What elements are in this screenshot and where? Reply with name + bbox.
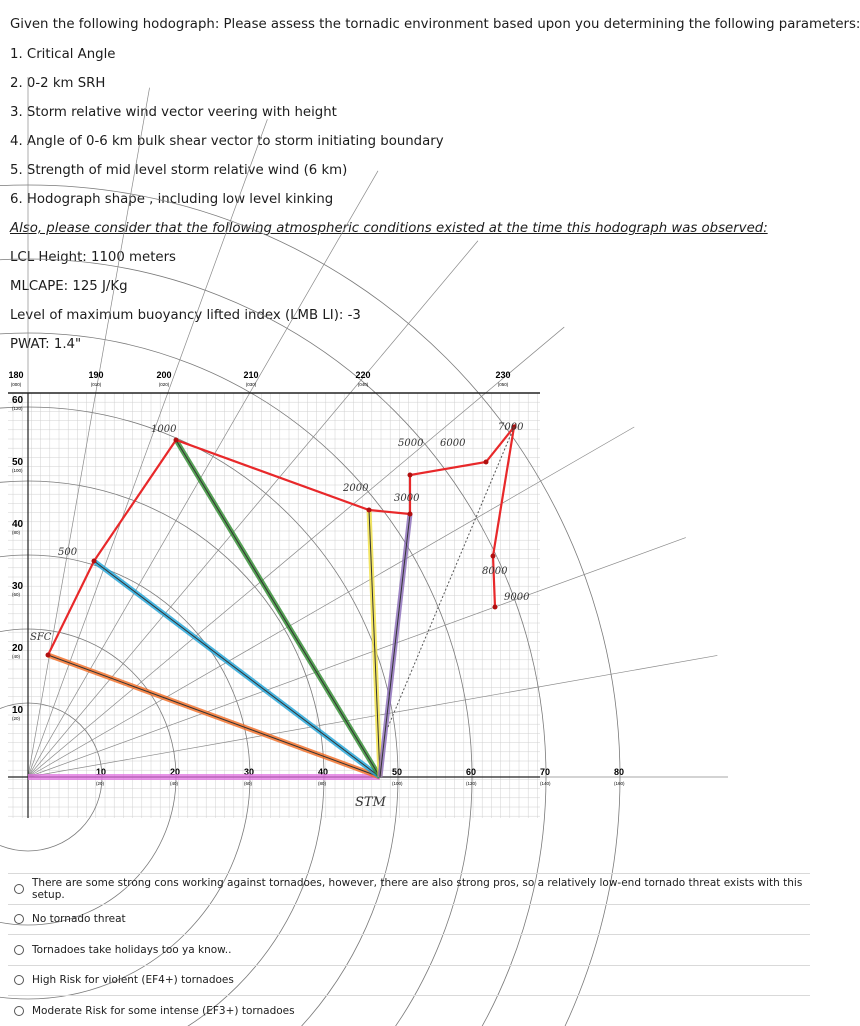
speed-sublabel: (140)	[540, 781, 551, 786]
question-text	[10, 14, 860, 359]
direction-sublabel: (000)	[10, 382, 22, 387]
speed-label: 60	[12, 395, 24, 406]
hodograph-point	[408, 473, 413, 478]
speed-sublabel: (20)	[96, 781, 105, 786]
parameter-3: 3. Storm relative wind vector veering with height	[10, 105, 337, 120]
label-1000m: 1000	[151, 424, 177, 435]
radio-button[interactable]	[14, 914, 24, 924]
speed-label: 40	[12, 519, 24, 530]
hodograph-point	[174, 438, 179, 443]
direction-label: 210	[243, 370, 259, 380]
speed-label: 30	[12, 581, 24, 592]
hodograph-point	[367, 508, 372, 513]
speed-label: 30	[244, 767, 255, 777]
speed-label: 40	[318, 767, 329, 777]
hodograph-point	[46, 653, 51, 658]
hodograph-point	[491, 554, 496, 559]
condition-lcl: LCL Height: 1100 meters	[10, 250, 176, 265]
answer-option-5[interactable]	[8, 995, 810, 1026]
label-8000m: 8000	[482, 566, 508, 577]
label-7000m: 7000	[498, 422, 524, 433]
conditions-note: Also, please consider that the following atmospheric conditions existed at the time this hodograph was observed:	[10, 221, 768, 236]
speed-sublabel: (120)	[466, 781, 477, 786]
direction-label: 180	[8, 370, 24, 380]
speed-sublabel: (120)	[12, 406, 23, 411]
answer-label: Tornadoes take holidays too ya know..	[32, 943, 232, 956]
radio-button[interactable]	[14, 884, 24, 894]
label-storm-motion: STM	[355, 795, 386, 810]
speed-sublabel: (40)	[12, 654, 21, 659]
direction-sublabel: (010)	[90, 382, 102, 387]
direction-label: 190	[88, 370, 104, 380]
direction-sublabel: (020)	[158, 382, 170, 387]
direction-sublabel: (030)	[245, 382, 257, 387]
speed-label: 20	[12, 643, 24, 654]
condition-pwat: PWAT: 1.4"	[10, 337, 82, 352]
speed-label: 60	[466, 767, 477, 777]
hodograph-point	[493, 605, 498, 610]
radio-button[interactable]	[14, 945, 24, 955]
answer-option-1[interactable]	[8, 873, 810, 904]
speed-label: 50	[392, 767, 403, 777]
speed-sublabel: (100)	[12, 468, 23, 473]
parameter-1: 1. Critical Angle	[10, 47, 116, 62]
label-2000m: 2000	[343, 483, 369, 494]
speed-label: 10	[96, 767, 107, 777]
speed-sublabel: (40)	[170, 781, 179, 786]
radio-button[interactable]	[14, 1006, 24, 1016]
radio-button[interactable]	[14, 975, 24, 985]
speed-label: 10	[12, 705, 24, 716]
answer-options	[8, 873, 810, 1026]
speed-label: 20	[170, 767, 181, 777]
speed-sublabel: (80)	[318, 781, 327, 786]
speed-label: 70	[540, 767, 551, 777]
parameter-4: 4. Angle of 0-6 km bulk shear vector to storm initiating boundary	[10, 134, 444, 149]
label-3000m: 3000	[394, 493, 420, 504]
answer-label: Moderate Risk for some intense (EF3+) tornadoes	[32, 1004, 295, 1017]
label-sfc: SFC	[30, 632, 52, 643]
direction-label: 230	[495, 370, 511, 380]
question-intro: Given the following hodograph: Please assess the tornadic environment based upon you determining the following parameters:	[10, 17, 860, 32]
answer-label: No tornado threat	[32, 913, 126, 926]
speed-sublabel: (80)	[12, 530, 21, 535]
label-9000m: 9000	[504, 592, 530, 603]
hodograph-image	[8, 368, 625, 818]
condition-mlcape: MLCAPE: 125 J/Kg	[10, 279, 128, 294]
condition-lmb-li: Level of maximum buoyancy lifted index (LMB LI): -3	[10, 308, 361, 323]
speed-sublabel: (100)	[392, 781, 403, 786]
speed-label: 50	[12, 457, 24, 468]
parameter-2: 2. 0-2 km SRH	[10, 76, 106, 91]
label-5000m: 5000	[398, 438, 424, 449]
direction-label: 200	[156, 370, 172, 380]
direction-sublabel: (050)	[497, 382, 509, 387]
speed-sublabel: (160)	[614, 781, 625, 786]
speed-sublabel: (20)	[12, 716, 21, 721]
answer-label: High Risk for violent (EF4+) tornadoes	[32, 974, 234, 987]
speed-label: 80	[614, 767, 625, 777]
answer-option-3[interactable]	[8, 934, 810, 965]
parameter-6: 6. Hodograph shape , including low level kinking	[10, 192, 334, 207]
label-500m: 500	[58, 547, 78, 558]
answer-label: There are some strong cons working against tornadoes, however, there are also strong pros, so a relatively low-end tornado threat exists with this setup.	[32, 876, 803, 901]
hodograph-point	[92, 559, 97, 564]
hodograph-point	[408, 512, 413, 517]
speed-sublabel: (60)	[244, 781, 253, 786]
direction-label: 220	[355, 370, 371, 380]
label-6000m: 6000	[440, 438, 466, 449]
hodograph-point	[484, 460, 489, 465]
answer-option-2[interactable]	[8, 904, 810, 935]
parameter-5: 5. Strength of mid level storm relative wind (6 km)	[10, 163, 348, 178]
answer-option-4[interactable]	[8, 965, 810, 996]
speed-sublabel: (60)	[12, 592, 21, 597]
direction-sublabel: (040)	[357, 382, 369, 387]
